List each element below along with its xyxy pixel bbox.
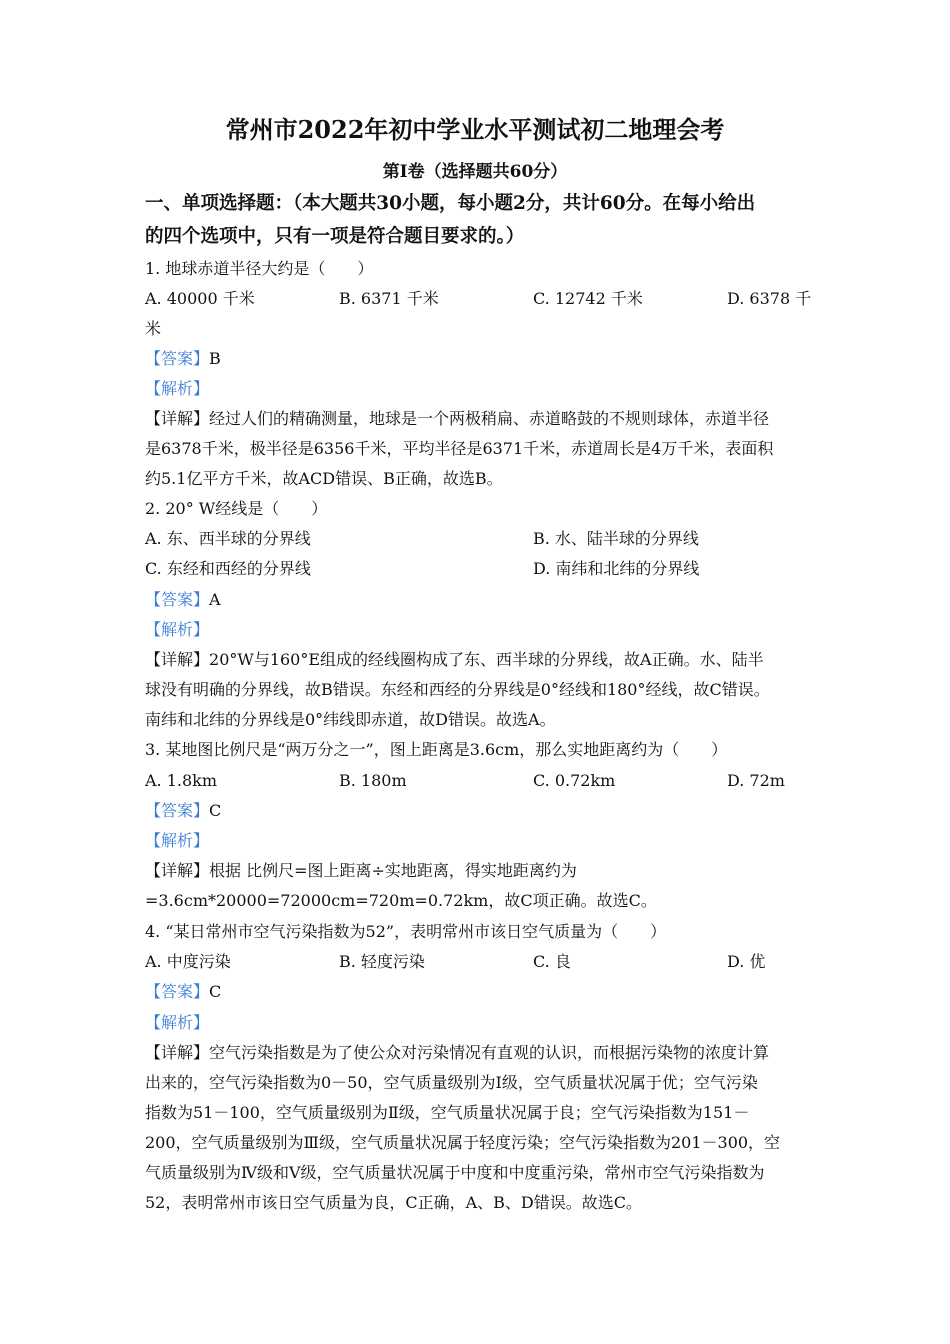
q3-option-c: C. 0.72km [533, 771, 616, 790]
q1-option-c: C. 12742 千米 [533, 289, 643, 308]
q4-detail-line-5: 气质量级别为Ⅳ级和Ⅴ级，空气质量状况属于中度和中度重污染，常州市空气污染指数为 [145, 1163, 765, 1182]
section-heading-line-1: 一、单项选择题：（本大题共30小题，每小题2分，共计60分。在每小给出 [145, 193, 756, 214]
page-title: 常州市2022年初中学业水平测试初二地理会考 [225, 115, 725, 144]
q2-stem: 2. 20° W经线是（ ） [145, 499, 328, 518]
q1-answer [145, 348, 805, 370]
q1-detail-text-1: 经过人们的精确测量，地球是一个两极稍扁、赤道略鼓的不规则球体，赤道半径 [209, 409, 770, 428]
q4-answer-value: C [209, 982, 222, 1001]
q4-answer [145, 981, 805, 1003]
q3-answer [145, 800, 805, 822]
q1-option-d-wrap: 米 [145, 319, 162, 338]
q4-option-c: C. 良 [533, 952, 571, 971]
q2-option-c: C. 东经和西经的分界线 [145, 559, 311, 578]
q4-detail-line-1 [145, 1042, 805, 1064]
q3-answer-value: C [209, 801, 222, 820]
q3-option-b: B. 180m [339, 771, 407, 790]
q1-answer-value: B [209, 349, 221, 368]
q2-option-b: B. 水、陆半球的分界线 [533, 529, 699, 548]
answer-label: 【答案】 [145, 801, 210, 820]
answer-label: 【答案】 [145, 982, 210, 1001]
q2-detail-text-1: 20°W与160°E组成的经线圈构成了东、西半球的分界线，故A正确。水、陆半 [209, 650, 764, 669]
detail-label: 【详解】 [145, 409, 210, 428]
q4-option-d: D. 优 [727, 952, 766, 971]
q3-option-a: A. 1.8km [145, 771, 218, 790]
answer-label: 【答案】 [145, 590, 210, 609]
q3-analysis-label: 【解析】 [145, 831, 210, 850]
q3-stem: 3. 某地图比例尺是“两万分之一”，图上距离是3.6cm，那么实地距离约为（ ） [145, 740, 728, 759]
q3-detail-line-2: =3.6cm*20000=72000cm=720m=0.72km，故C项正确。故选C。 [145, 891, 657, 910]
q4-analysis-label: 【解析】 [145, 1013, 210, 1032]
q1-option-b: B. 6371 千米 [339, 289, 439, 308]
q2-detail-line-3: 南纬和北纬的分界线是0°纬线即赤道，故D错误。故选A。 [145, 710, 556, 729]
answer-label: 【答案】 [145, 349, 210, 368]
q2-option-d: D. 南纬和北纬的分界线 [533, 559, 700, 578]
q1-option-d: D. 6378 千 [727, 289, 812, 308]
q4-detail-line-2: 出来的，空气污染指数为0－50，空气质量级别为Ⅰ级，空气质量状况属于优；空气污染 [145, 1073, 758, 1092]
q4-stem: 4. “某日常州市空气污染指数为52”，表明常州市该日空气质量为（ ） [145, 922, 667, 941]
q4-detail-line-3: 指数为51－100，空气质量级别为Ⅱ级，空气质量状况属于良；空气污染指数为151－ [145, 1103, 750, 1122]
q1-analysis-label: 【解析】 [145, 379, 210, 398]
q2-detail-line-1 [145, 649, 805, 671]
detail-label: 【详解】 [145, 650, 210, 669]
page-subtitle: 第Ⅰ卷（选择题共60分） [382, 162, 568, 182]
detail-label: 【详解】 [145, 861, 210, 880]
section-heading-line-2: 的四个选项中，只有一项是符合题目要求的。） [145, 226, 525, 247]
detail-label: 【详解】 [145, 1043, 210, 1062]
q3-detail-line-1 [145, 860, 805, 882]
q2-answer-value: A [209, 590, 221, 609]
q1-detail-line-3: 约5.1亿平方千米，故ACD错误、B正确，故选B。 [145, 469, 503, 488]
q2-detail-line-2: 球没有明确的分界线，故B错误。东经和西经的分界线是0°经线和180°经线，故C错误。 [145, 680, 770, 699]
q1-option-a: A. 40000 千米 [145, 289, 255, 308]
q1-detail-line-1 [145, 408, 805, 430]
q4-option-b: B. 轻度污染 [339, 952, 425, 971]
q3-detail-text-1: 根据 比例尺=图上距离÷实地距离，得实地距离约为 [209, 861, 577, 880]
q1-stem: 1. 地球赤道半径大约是（ ） [145, 259, 374, 278]
q4-detail-line-6: 52，表明常州市该日空气质量为良，C正确，A、B、D错误。故选C。 [145, 1193, 642, 1212]
q3-option-d: D. 72m [727, 771, 785, 790]
q2-analysis-label: 【解析】 [145, 620, 210, 639]
q4-detail-text-1: 空气污染指数是为了使公众对污染情况有直观的认识，而根据污染物的浓度计算 [209, 1043, 770, 1062]
q1-detail-line-2: 是6378千米，极半径是6356千米，平均半径是6371千米，赤道周长是4万千米，表面积 [145, 439, 774, 458]
q2-answer [145, 589, 805, 611]
q2-option-a: A. 东、西半球的分界线 [145, 529, 311, 548]
q4-option-a: A. 中度污染 [145, 952, 231, 971]
q4-detail-line-4: 200，空气质量级别为Ⅲ级，空气质量状况属于轻度污染；空气污染指数为201－300，空 [145, 1133, 781, 1152]
